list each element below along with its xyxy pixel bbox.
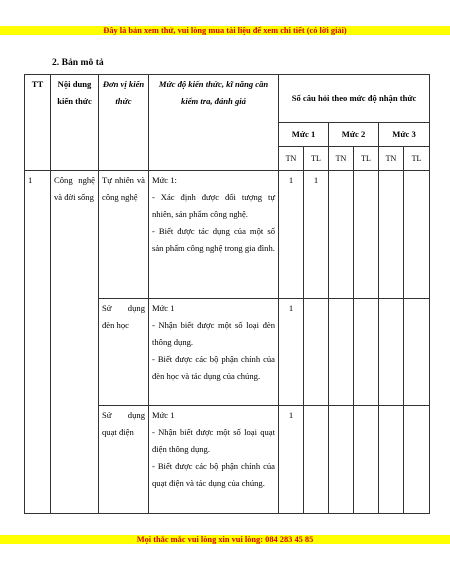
contact-banner: Mọi thắc mắc vui lòng xin vui lòng: 084 283 45 85 [0,535,450,544]
row-m2-tn [329,299,354,406]
row-m3-tn [379,406,404,514]
row-m2-tn [329,171,354,299]
row-m3-tl [404,299,430,406]
row-muc-do [149,299,279,406]
header-muc2: Mức 2 [329,123,379,147]
row-don-vi: Tự nhiên và công nghệ [99,171,149,299]
row-m2-tl [354,171,379,299]
muc-do-line: - Nhận biết được một số loại quạt điện thông dụng. [152,427,275,454]
row-don-vi: Sử dụng đèn học [99,299,149,406]
row-muc-do [149,406,279,514]
row-tt: 1 [25,171,51,514]
header-tn: TN [279,147,304,171]
row-m3-tl [404,171,430,299]
muc-do-line: - Xác định được đối tượng tự nhiên, sản phẩm công nghệ. [152,192,275,219]
table-row [25,171,430,299]
header-don-vi: Đơn vị kiến thức [99,75,149,171]
row-m1-tl: 1 [304,171,329,299]
muc-do-line: Mức 1 [152,303,175,313]
preview-banner: Đây là bản xem thử, vui lòng mua tài liệu để xem chi tiết (có lời giải) [0,26,450,35]
row-muc-do [149,171,279,299]
header-noi-dung: Nội dung kiến thức [51,75,99,171]
header-tt: TT [25,75,51,171]
header-muc3: Mức 3 [379,123,430,147]
header-tl: TL [354,147,379,171]
row-m1-tn: 1 [279,171,304,299]
row-m2-tn [329,406,354,514]
row-m3-tn [379,299,404,406]
row-don-vi: Sử dụng quạt điện [99,406,149,514]
row-m2-tl [354,299,379,406]
row-m3-tn [379,171,404,299]
row-m2-tl [354,406,379,514]
muc-do-line: Mức 1 [152,410,175,420]
header-so-cau: Số câu hỏi theo mức độ nhận thức [279,75,430,123]
row-m1-tl [304,299,329,406]
header-tl: TL [304,147,329,171]
header-tn: TN [329,147,354,171]
row-m1-tn: 1 [279,406,304,514]
muc-do-line: - Biết được các bộ phận chính của đèn học và tác dụng của chúng. [152,354,275,381]
header-muc-do: Mức độ kiến thức, kĩ năng cần kiểm tra, đánh giá [149,75,279,171]
muc-do-line: - Biết được tác dụng của một số sản phẩm công nghệ trong gia đình. [152,226,275,253]
row-noi-dung: Công nghệ và đời sống [51,171,99,514]
section-title: 2. Bản mô tả [52,57,104,68]
header-tl: TL [404,147,430,171]
row-m1-tn: 1 [279,299,304,406]
header-muc1: Mức 1 [279,123,329,147]
muc-do-line: - Biết được các bộ phận chính của quạt điện và tác dụng của chúng. [152,461,275,488]
row-m3-tl [404,406,430,514]
spec-table [24,74,430,514]
muc-do-line: - Nhận biết được một số loại đèn thông dụng. [152,320,275,347]
muc-do-line: Mức 1: [152,175,177,185]
header-tn: TN [379,147,404,171]
row-m1-tl [304,406,329,514]
